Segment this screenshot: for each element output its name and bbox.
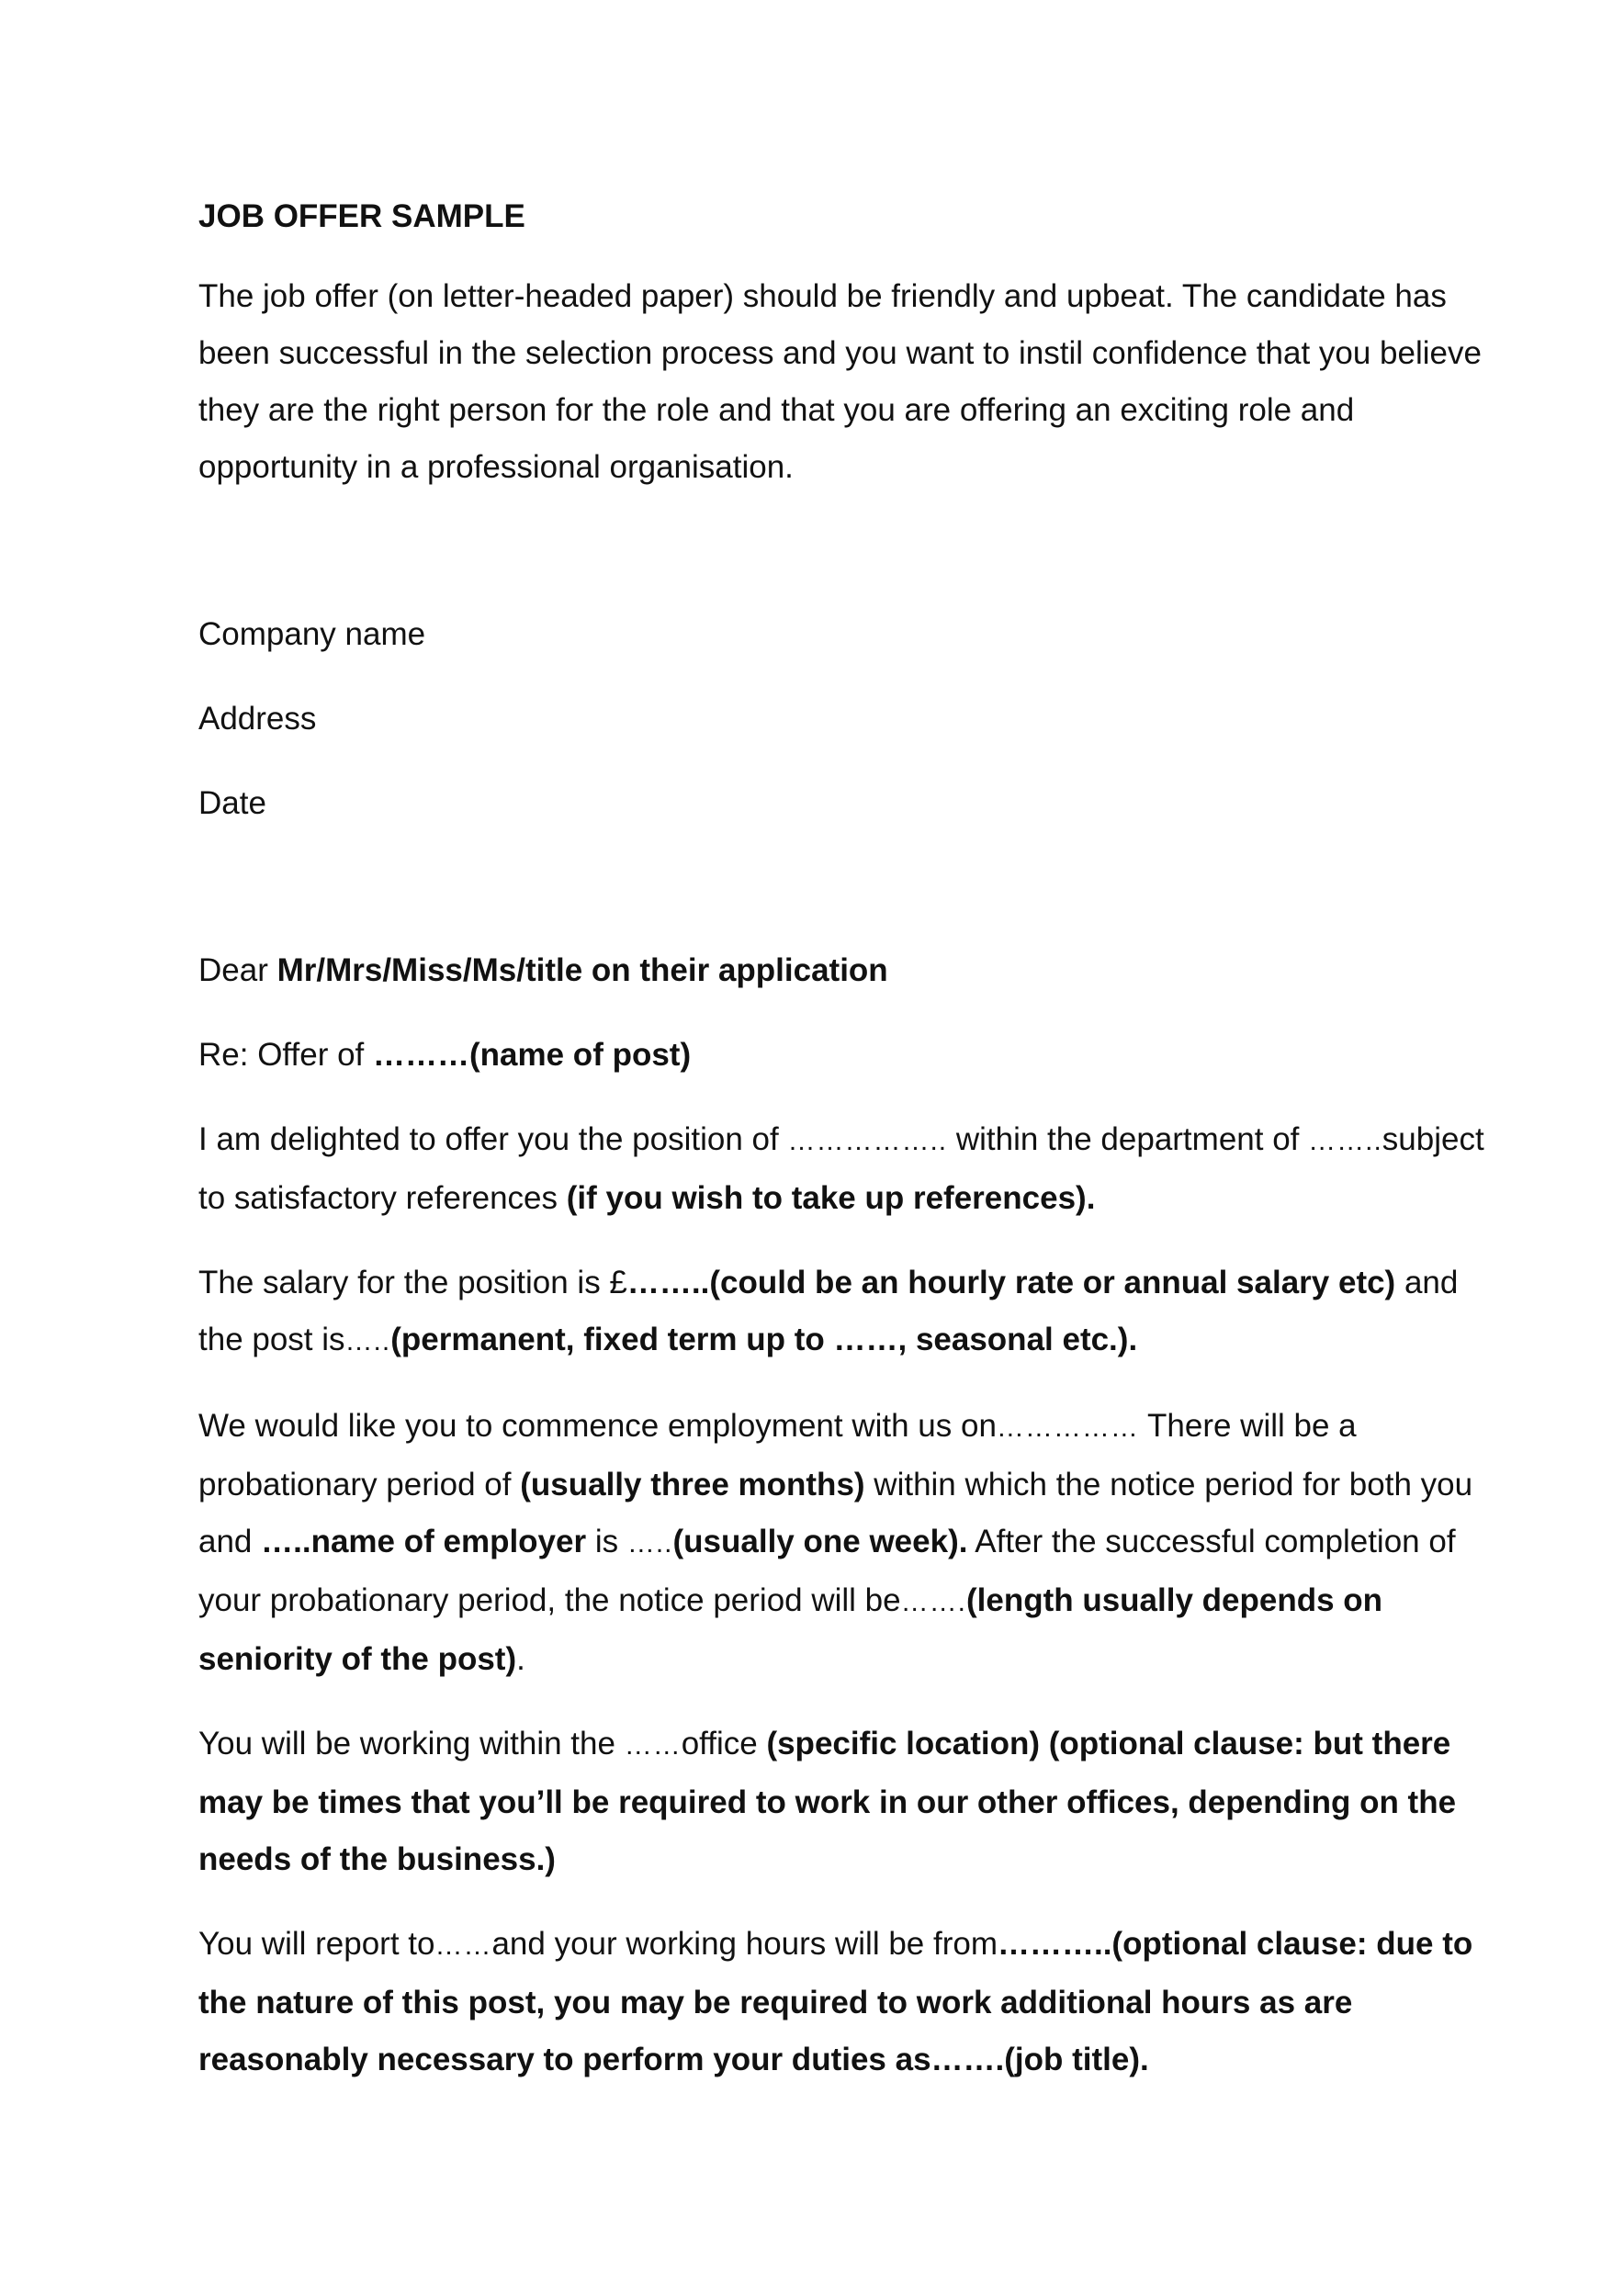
notice-period-note: (usually one week). [672,1524,968,1559]
salary-note: ……..(could be an hourly rate or annual salary etc) [626,1265,1396,1300]
salary-text-a: The salary for the position is £ [198,1265,627,1300]
salary-text-b: and the post is [198,1265,1459,1357]
location-note: (specific location) (optional clause: but there may be times that you’ll be required to work in our other offices, depending on the needs of the business.) [198,1726,1457,1877]
location-paragraph [198,1716,1484,1888]
probation-length-note: (usually three months) [520,1467,865,1503]
company-name-field: Company name [198,616,426,652]
position-text-a: I am delighted to offer you the position of [198,1121,788,1157]
salutation-prefix: Dear [198,952,277,988]
address-field: Address [198,701,317,737]
commencement-text-e: After the successful completion of your probationary period, the notice period will be [198,1524,1456,1618]
re-line-prefix: Re: Offer of [198,1037,373,1073]
commencement-text-c: within which the notice period for both you and [198,1467,1473,1559]
re-line [198,1027,1484,1084]
reporting-text-a: You will report to [198,1926,435,1962]
position-paragraph [198,1111,1484,1227]
later-notice-dots: ……. [900,1587,966,1617]
salutation-name-placeholder: Mr/Mrs/Miss/Ms/title on their application [276,952,888,988]
commencement-text-f: . [516,1641,525,1677]
location-text-a: You will be working within the [198,1726,625,1761]
document-title: JOB OFFER SAMPLE [198,198,525,234]
start-date-dots: …………… [996,1412,1139,1443]
letter-content [198,193,1484,2116]
commencement-text-d: is [586,1524,627,1559]
employer-name-placeholder: …..name of employer [261,1524,587,1559]
commencement-text-a: We would like you to commence employment with us on [198,1408,997,1444]
post-type-dots: ….. [344,1326,391,1356]
reporting-paragraph [198,1916,1484,2088]
re-line-placeholder: ………(name of post) [373,1037,692,1073]
department-dots: …….. [1308,1126,1382,1156]
location-text-b: office [681,1726,767,1761]
position-dots: …………….. [787,1126,948,1156]
salutation [198,942,1484,999]
manager-dots: …… [434,1930,492,1961]
working-hours-note: ………..(optional clause: due to the nature of this post, you may be required to work additional hours as are reasonably necessary to perform your duties as…….(job title). [198,1926,1473,2077]
reporting-text-b: and your working hours will be from [491,1926,998,1962]
office-dots: …… [624,1730,682,1761]
later-notice-note: (length usually depends on seniority of the post) [198,1582,1383,1677]
references-note: (if you wish to take up references). [566,1180,1096,1216]
date-field: Date [198,785,266,821]
post-type-note: (permanent, fixed term up to ……, seasonal etc.). [390,1322,1138,1357]
intro-paragraph: The job offer (on letter-headed paper) should be friendly and upbeat. The candidate has been successful in the selection process and you want to instil confidence that you believe they are the right person for the role and that you are offering an exciting role and opportunity in a professional organisation. [198,278,1482,485]
commencement-text-b: There will be a probationary period of [198,1408,1357,1503]
salary-paragraph [198,1255,1484,1370]
position-text-b: within the department of [947,1121,1309,1157]
commencement-paragraph [198,1398,1484,1688]
position-text-c: subject to satisfactory references [198,1121,1484,1216]
notice-period-dots: ….. [626,1528,673,1559]
